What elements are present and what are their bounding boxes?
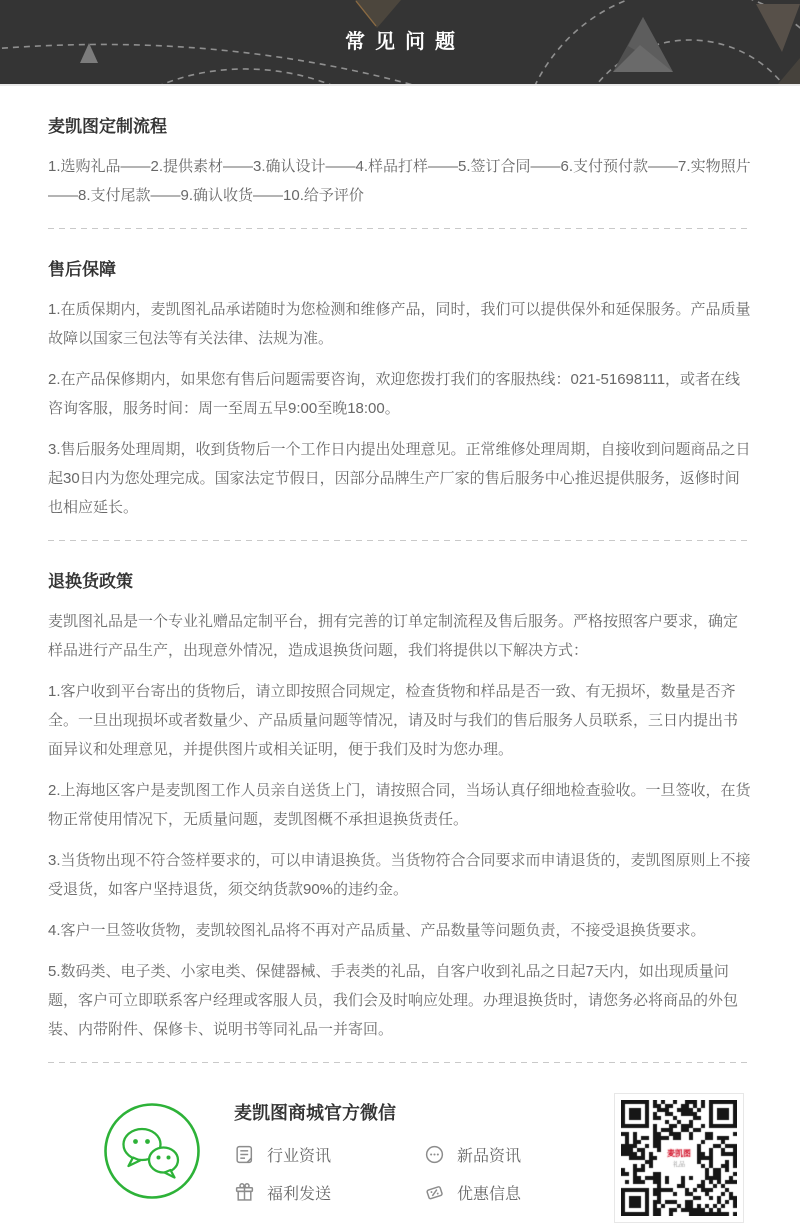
wechat-info-block [234,1093,614,1204]
section-heading: 退换货政策 [48,572,133,591]
section-heading: 售后保障 [48,260,116,279]
dashed-divider [48,228,752,229]
faq-content [0,114,800,1063]
dashed-divider [48,540,752,541]
gift-icon [234,1182,255,1203]
news-doc-icon [234,1144,255,1165]
section-after-sales [48,257,752,522]
page-header-banner [0,0,800,86]
wechat-footer [0,1093,800,1223]
paragraph: 1.在质保期内，麦凯图礼品承诺随时为您检测和维修产品，同时，我们可以提供保外和延保服务。产品质量故障以国家三包法等有关法律、法规为准。 [48,301,751,347]
paragraph: 2.在产品保修期内，如果您有售后问题需要咨询，欢迎您拨打我们的客服热线：021-51698111，或者在线咨询客服，服务时间：周一至周五早9:00至晚18:00。 [48,371,741,417]
feature-new-products [424,1143,614,1166]
feature-label: 福利发送 [267,1186,332,1203]
feature-benefits [234,1181,424,1204]
page-title: 常见问题 [345,31,465,53]
paragraph: 3.售后服务处理周期，收到货物后一个工作日内提出处理意见。正常维修处理周期，自接收到问题商品之日起30日内为您处理完成。国家法定节假日，因部分品牌生产厂家的售后服务中心推迟提供服务，返修时间也相应延长。 [48,441,751,516]
feature-label: 新品资讯 [457,1148,522,1165]
section-return-policy [48,569,752,1044]
coupon-tag-icon [424,1182,445,1203]
ellipsis-circle-icon [424,1144,445,1165]
section-custom-process [48,114,752,210]
dashed-divider [48,1062,752,1063]
wechat-feature-grid [234,1143,614,1204]
paragraph: 3.当货物出现不符合签样要求的，可以申请退换货。当货物符合合同要求而申请退货的，麦凯图原则上不接受退货，如客户坚持退货，须交纳货款90%的违约金。 [48,852,751,898]
paragraph: 2.上海地区客户是麦凯图工作人员亲自送货上门，请按照合同，当场认真仔细地检查验收。一旦签收，在货物正常使用情况下，无质量问题，麦凯图概不承担退换货责任。 [48,782,751,828]
feature-industry-news [234,1143,424,1166]
paragraph: 5.数码类、电子类、小家电类、保健器械、手表类的礼品，自客户收到礼品之日起7天内，如出现质量问题，客户可立即联系客户经理或客服人员，我们会及时响应处理。办理退换货时，请您务必将商品的外包装、内带附件、保修卡、说明书等同礼品一并寄回。 [48,963,739,1038]
paragraph: 4.客户一旦签收货物，麦凯较图礼品将不再对产品质量、产品数量等问题负责，不接受退换货要求。 [48,922,706,939]
wechat-qr-code [614,1093,744,1223]
feature-discounts [424,1181,614,1204]
feature-label: 优惠信息 [457,1186,522,1203]
wechat-icon [102,1101,202,1201]
paragraph: 麦凯图礼品是一个专业礼赠品定制平台，拥有完善的订单定制流程及售后服务。严格按照客户要求，确定样品进行产品生产，出现意外情况，造成退换货问题，我们将提供以下解决方式： [48,613,739,659]
wechat-account-title: 麦凯图商城官方微信 [234,1103,396,1123]
process-steps-text: 1.选购礼品——2.提供素材——3.确认设计——4.样品打样——5.签订合同——6.支付预付款——7.实物照片——8.支付尾款——9.确认收货——10.给予评价 [48,158,751,204]
paragraph: 1.客户收到平台寄出的货物后，请立即按照合同规定，检查货物和样品是否一致、有无损坏，数量是否齐全。一旦出现损坏或者数量少、产品质量问题等情况，请及时与我们的售后服务人员联系，三日内提出书面异议和处理意见，并提供图片或相关证明，便于我们及时为您办理。 [48,683,739,758]
section-heading: 麦凯图定制流程 [48,117,167,136]
feature-label: 行业资讯 [267,1148,332,1165]
